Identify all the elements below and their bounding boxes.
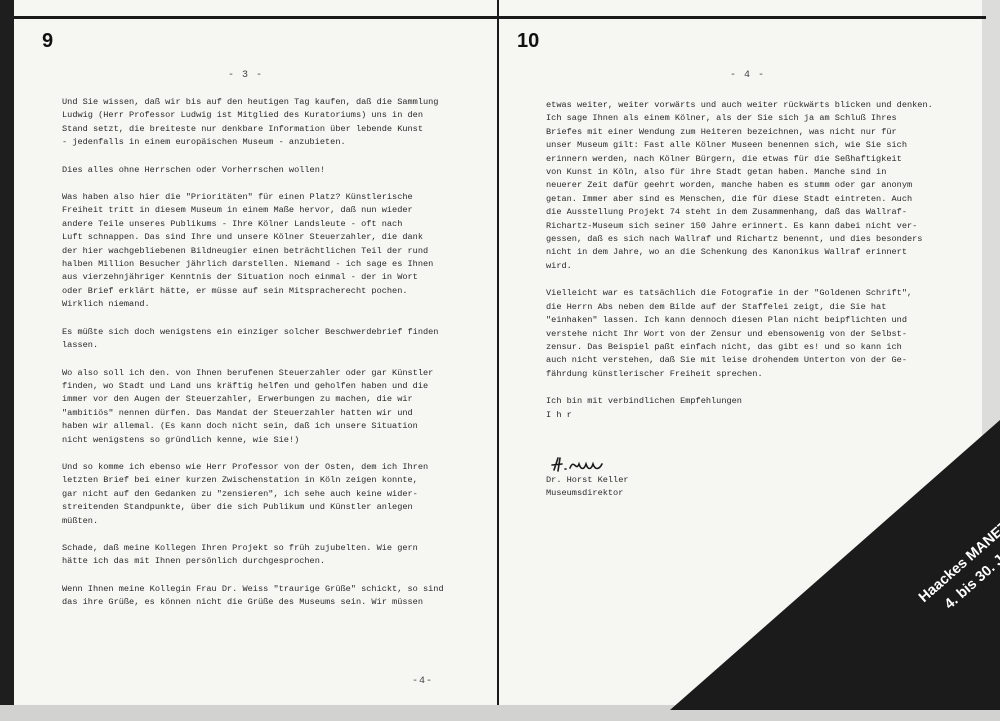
paragraph: Vielleicht war es tatsächlich die Fotografie in der "Goldenen Schrift", die Herrn Abs neben dem Bilde auf der Staffelei zeigt, die Sie hat "einhaken" lassen. Ich kann dennoch diesen Plan nicht beipflichten und verstehe nicht Ihr Wort von der Zensur und ebensowenig von der Selbst- zensur. Das Beispiel paßt einfach nicht, das gibt es! und so kann ich auch nicht verstehen, daß Sie mit leise drohendem Unterton von der Ge- fährdung künstlerischer Freiheit sprechen.: [546, 288, 913, 379]
paragraph: Was haben also hier die "Prioritäten" für einen Platz? Künstlerische Freiheit tritt in diesem Museum in einem Maße hervor, daß nun wieder andere Teile unseres Publikums - Ihre Kölner Landsleute - oft nach Luft schnappen. Das sind Ihre und unsere Kölner Steuerzahler, die dank der hier wachgebliebenen Bildneugier einen beträchtlichen Teil der rund halben Million Besucher jährlich darstellen. Niemand - ich sage es Ihnen aus vierzehnjähriger Kenntnis der Situation noch einmal - der in Wort oder Brief erklärt hätte, er müsse auf sein Mitspracherecht pochen. Wirklich niemand.: [62, 192, 434, 310]
continuation-marker: -4-: [412, 676, 434, 687]
right-page-number: 10: [517, 30, 540, 52]
paragraph: Es müßte sich doch wenigstens ein einziger solcher Beschwerdebrief finden lassen.: [62, 326, 439, 351]
exhibition-banner: [670, 420, 1000, 710]
right-page-body: [546, 99, 966, 436]
signatory-title: Museumsdirektor: [546, 488, 624, 499]
top-rule: [14, 16, 986, 19]
left-page-number: 9: [42, 30, 54, 52]
paragraph: Und Sie wissen, daß wir bis auf den heutigen Tag kaufen, daß die Sammlung Ludwig (Herr Professor Ludwig ist Mitglied des Kuratoriums) uns in den Stand setzt, die breiteste nur denkbare Information über lebende Kunst - jedenfalls in einem europäischen Museum - anzubieten.: [62, 97, 439, 148]
left-page-body: [62, 96, 482, 624]
right-page-ref: - 4 -: [730, 70, 766, 81]
paragraph: Dies alles ohne Herrschen oder Vorherrschen wollen!: [62, 164, 326, 175]
paragraph: Schade, daß meine Kollegen Ihren Projekt so früh zujubelten. Wie gern hätte ich das mit Ihnen persönlich durchgesprochen.: [62, 542, 418, 567]
signatory-name: Dr. Horst Keller: [546, 475, 629, 485]
center-rule: [497, 0, 499, 705]
paragraph: Und so komme ich ebenso wie Herr Professor von der Osten, dem ich Ihren letzten Brief bei einer kurzen Zwischenstation in Köln zeigen konnte, gar nicht auf den Gedanken zu "zensieren", ich sehe auch keine wider- streitenden Standpunkte, über die sich Publikum und Künstler anlegen müßten.: [62, 461, 429, 526]
paragraph: Ich bin mit verbindlichen Empfehlungen I h r: [546, 396, 742, 420]
paragraph: Wenn Ihnen meine Kollegin Frau Dr. Weiss "traurige Grüße" schickt, so sind das ihre Grüße, es können nicht die Grüße des Museums sein. Wir müssen: [62, 583, 444, 608]
paragraph: Wo also soll ich den. von Ihnen berufenen Steuerzahler oder gar Künstler finden, wo Stadt und Land uns kräftig helfen und geholfen haben und die immer vor den Augen der Steuerzahler, Erwerbungen zu machen, die wir "ambitiös" nennen dürfen. Das Mandat der Steuerzahler hatten wir und haben wir allemal. (Es kann doch nicht sein, daß ich unsere Situation nicht wenigstens so gründlich kenne, wie Sie!): [62, 367, 434, 445]
left-page-ref: - 3 -: [228, 70, 264, 81]
paragraph: etwas weiter, weiter vorwärts und auch weiter rückwärts blicken und denken. Ich sage Ihnen als einem Kölner, als der Sie sich ja am Schluß Ihres Briefes mit einer Wendung zum Heiteren bezeichnen, was nicht nur für unser Museum gilt: Fast alle Kölner Museen benennen sich, wie Sie sich erinnern werden, nach Kölner Bürgern, die etwas für die Seßhaftigkeit von Kunst in Köln, also für ihre Stadt getan haben. Manche sind in neuerer Zeit dafür geehrt worden, manche haben es stumm oder gar anonym getan. Immer aber sind es Menschen, die für diese Stadt eintreten. Auch die Ausstellung Projekt 74 steht in dem Zusammenhang, daß das Wallraf- Richartz-Museum sich seiner 150 Jahre erinnert. Es kann dabei nicht ver- gessen, daß es sich nach Wallraf und Richartz benennt, und dies besonders nicht in dem Jahre, wo an die Schenkung des Kanonikus Wallraf erinnert wird.: [546, 100, 933, 271]
